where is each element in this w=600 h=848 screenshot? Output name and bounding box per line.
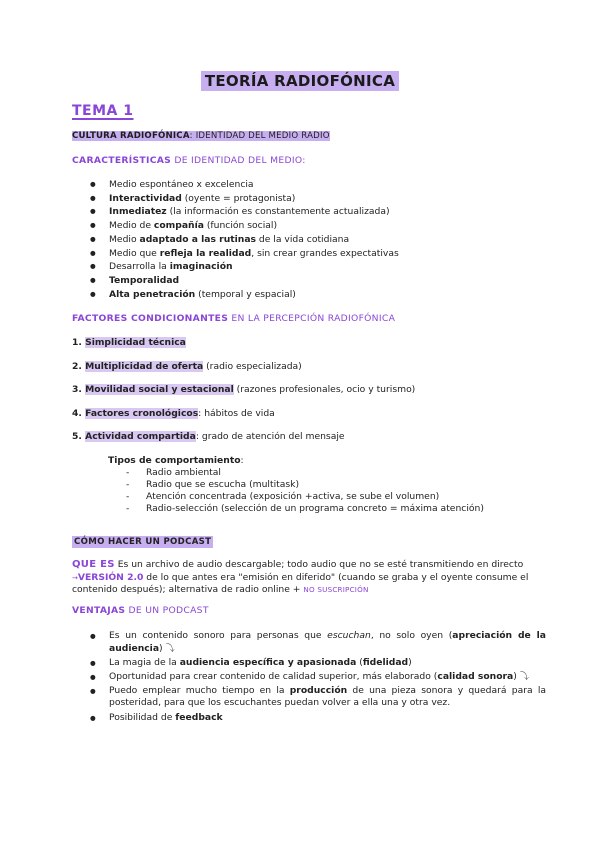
caracteristicas-list bbox=[90, 178, 399, 301]
list-item: - Radio que se escucha (multitask) bbox=[126, 479, 484, 491]
cultura-bold: CULTURA RADIOFÓNICA bbox=[72, 131, 190, 141]
list-item: ● Medio que refleja la realidad, sin crear grandes expectativas bbox=[90, 247, 399, 261]
list-item: ● Oportunidad para crear contenido de calidad superior, más elaborado (calidad sonora) ⤵ bbox=[90, 671, 546, 684]
list-item: ● La magia de la audiencia específica y apasionada (fidelidad) bbox=[90, 657, 546, 670]
que-es-label: QUE ES bbox=[72, 559, 115, 570]
title-text: TEORÍA RADIOFÓNICA bbox=[201, 71, 399, 91]
list-item: ● Alta penetración (temporal y espacial) bbox=[90, 288, 399, 302]
list-item: ● Medio espontáneo x excelencia bbox=[90, 178, 399, 192]
cultura-heading bbox=[72, 131, 330, 141]
que-es-paragraph bbox=[72, 559, 530, 597]
factor-item-5: 5. Actividad compartida: grado de atención del mensaje bbox=[72, 431, 345, 442]
ventajas-list bbox=[90, 630, 546, 726]
list-item: ● Interactividad (oyente = protagonista) bbox=[90, 192, 399, 206]
section-heading-tema: TEMA 1 bbox=[72, 103, 134, 119]
version-text: de lo que antes era "emisión en diferido" (cuando se graba y el oyente consume el contenido después); alternativa de radio online + bbox=[72, 571, 529, 596]
version-label: VERSIÓN 2.0 bbox=[77, 571, 144, 583]
que-es-text: Es un archivo de audio descargable; todo audio que no se esté transmitiendo en directo bbox=[114, 559, 524, 570]
factor-item-2: 2. Multiplicidad de oferta (radio especializada) bbox=[72, 361, 302, 372]
list-item: ● Es un contenido sonoro para personas que escuchan, no solo oyen (apreciación de la audiencia) ⤵ bbox=[90, 630, 546, 655]
ventajas-heading-rest: DE UN PODCAST bbox=[125, 605, 209, 616]
factores-heading-bold: FACTORES CONDICIONANTES bbox=[72, 313, 229, 324]
no-suscripcion: NO SUSCRIPCIÓN bbox=[303, 585, 369, 595]
list-item: ● Medio de compañía (función social) bbox=[90, 219, 399, 233]
caracteristicas-heading-bold: CARACTERÍSTICAS bbox=[72, 155, 172, 166]
cultura-rest: : IDENTIDAD DEL MEDIO RADIO bbox=[189, 131, 330, 141]
tipos-heading: Tipos de comportamiento: bbox=[108, 455, 244, 466]
arrow-icon: → bbox=[72, 573, 78, 582]
factor-item-4: 4. Factores cronológicos: hábitos de vida bbox=[72, 408, 275, 419]
factor-item-3: 3. Movilidad social y estacional (razones profesionales, ocio y turismo) bbox=[72, 384, 416, 395]
factores-heading bbox=[72, 313, 395, 324]
list-item: ● Inmediatez (la información es constantemente actualizada) bbox=[90, 205, 399, 219]
ventajas-heading bbox=[72, 605, 209, 616]
list-item: ● Puedo emplear mucho tiempo en la producción de una pieza sonora y quedará para la posteridad, para que los escuchantes puedan volver a ella una y otra vez. bbox=[90, 685, 546, 710]
list-item: ● Posibilidad de feedback bbox=[90, 712, 546, 725]
podcast-heading: CÓMO HACER UN PODCAST bbox=[74, 537, 212, 547]
caracteristicas-heading-rest: DE IDENTIDAD DEL MEDIO: bbox=[171, 155, 306, 166]
tipos-list bbox=[126, 467, 484, 515]
list-item: ● Desarrolla la imaginación bbox=[90, 260, 399, 274]
page-title bbox=[0, 72, 600, 90]
list-item: ● Temporalidad bbox=[90, 274, 399, 288]
list-item: - Radio ambiental bbox=[126, 467, 484, 479]
list-item: - Atención concentrada (exposición +activa, se sube el volumen) bbox=[126, 491, 484, 503]
factores-heading-rest: EN LA PERCEPCIÓN RADIOFÓNICA bbox=[228, 313, 396, 324]
caracteristicas-heading bbox=[72, 155, 306, 166]
factor-item-1: 1. Simplicidad técnica bbox=[72, 337, 186, 348]
ventajas-heading-bold: VENTAJAS bbox=[72, 605, 126, 616]
list-item: - Radio-selección (selección de un programa concreto = máxima atención) bbox=[126, 503, 484, 515]
list-item: ● Medio adaptado a las rutinas de la vida cotidiana bbox=[90, 233, 399, 247]
